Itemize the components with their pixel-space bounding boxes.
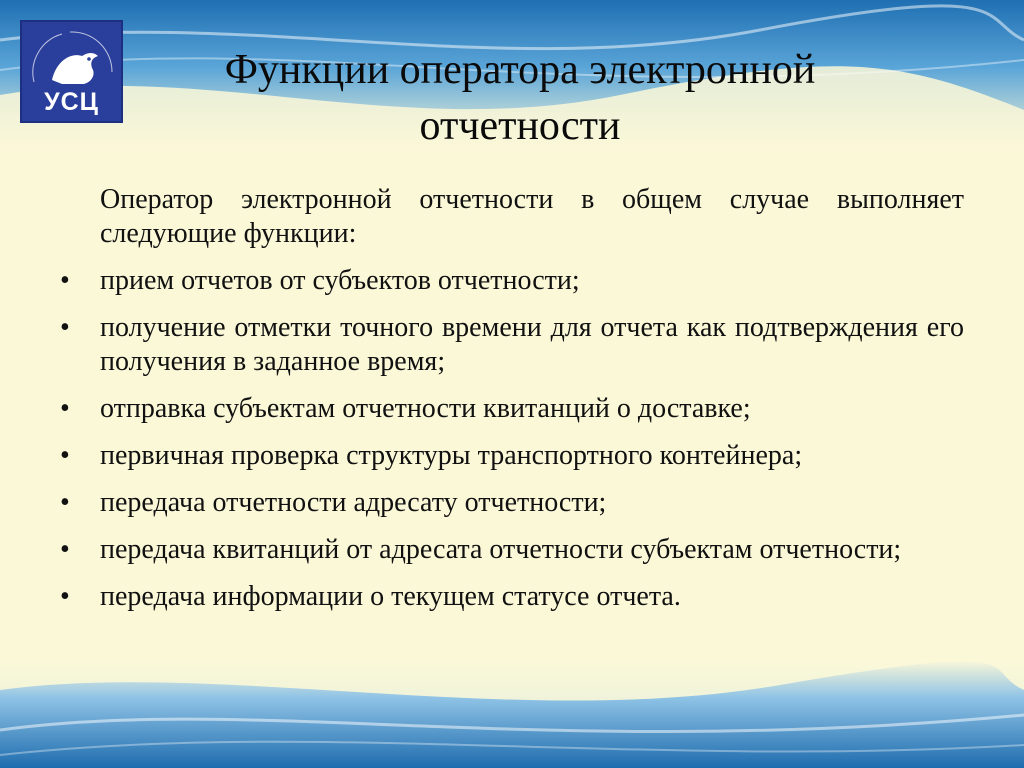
- slide-body: [100, 183, 964, 627]
- bottom-wave-band: [0, 660, 1024, 768]
- function-list: [100, 264, 964, 614]
- list-item: • получение отметки точного времени для отчета как подтверждения его получения в заданное время;: [100, 311, 964, 379]
- logo: [20, 20, 123, 123]
- slide-title: Функции оператора электронной отчетности: [224, 47, 816, 149]
- list-item: • передача квитанций от адресата отчетности субъектам отчетности;: [100, 533, 964, 567]
- intro-paragraph: Оператор электронной отчетности в общем случае выполняет следующие функции:: [100, 184, 964, 249]
- list-item: • прием отчетов от субъектов отчетности;: [100, 264, 964, 298]
- logo-text: УСЦ: [44, 88, 99, 116]
- list-item: • отправка субъектам отчетности квитанций о доставке;: [100, 392, 964, 426]
- list-item: • передача информации о текущем статусе отчета.: [100, 580, 964, 614]
- list-item: • передача отчетности адресату отчетности;: [100, 486, 964, 520]
- list-item: • первичная проверка структуры транспортного контейнера;: [100, 439, 964, 473]
